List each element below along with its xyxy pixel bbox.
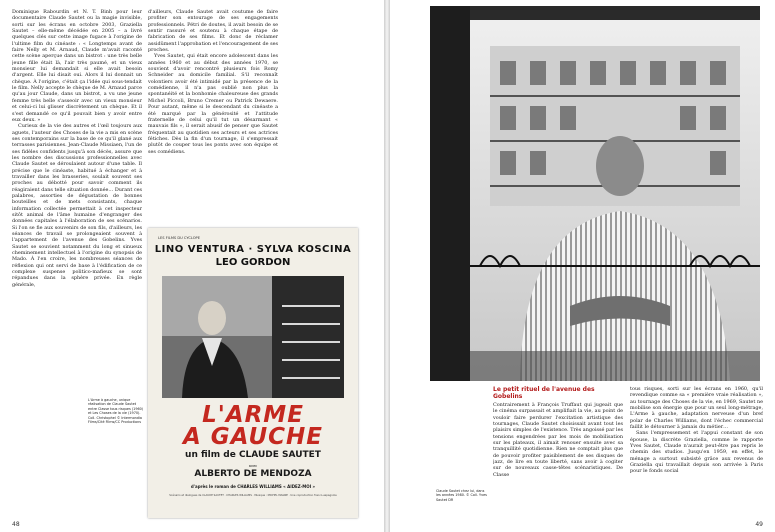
poster-title bbox=[148, 404, 358, 448]
left-col1-para-2: Curieux de la vie des autres et l'œil toujours aux aguets, l'auteur des Choses de la vie a mis en scène ses contemporains sur la base de ce qu'il glané aux terrasses parisiennes. Jean-Claude Missiaen, l'un de ses fidèles confidents jusqu'à son décès, assure que les nombre des discussions professionnelles avec Claude Sautet se déroulaient autour d'une table. Il précise que le cinéaste, habitué à échanger et à travailler dans les brasseries, soulait souvent ses proches au débotté pour savoir comment ils réagiraient dans telle situation donnée… Durant ces palabres, assorties de dégustation de bonnes bouteilles et de mets consistants, chaque information collectée permettait à cet inspecteur sitôt animal de l'âme humaine d'engranger des données capitales à l'élaboration de ses scénarios. Si l'on se fie aux souvenirs de son fils, d'ailleurs, les séances de travail se prolongeaient souvent à l'appartement de l'avenue des Gobelins. Yves Sautet se souvient notamment du long et sinueux cheminement intellectuel à l'origine du synopsis de Mado. À l'en croire, les nombreuses séances de réflexion qui ont servi de base à l'édification de ce complexe suspense politico-mafieux se sont répandues dans la sphère privée. En règle générale, bbox=[12, 123, 142, 288]
right-col1-para-1: Contrairement à François Truffaut qui jugeait que le cinéma surpassait et amplifiait la vie, au point de vouloir faire perdurer l'excitation artistique des tournages, Claude Sautet choisissait avant tout les plaisirs simples de l'existence. Très angoissé par les tensions engendrées par les mois de mobilisation sur les plateaux, il aimait renouer ensuite avec sa tranquillité quotidienne. Rien ne comptait plus que de pouvoir profiter paisiblement de ses disques de jazz, de lire en toute liberté, sans avoir à cogiter sur de nouveaux casse-têtes scénaristiques. De Classe bbox=[493, 402, 623, 478]
poster-stars: LINO VENTURA · SYLVA KOSCINA bbox=[154, 244, 352, 255]
left-col2-para-2: Yves Sautet, qui était encore adolescent dans les années 1960 et au début des années 1970, se souvient d'avoir rencontré plusieurs fois Romy Schneider au domicile familial. S'il reconnaît volontiers avoir été intimidé par la présence de la comédienne, il n'a pas oublié non plus la spontanéité et la bonhomie chaleureuse des grands Michel Piccoli, Bruno Cremer ou Patrick Dewaere. Pour autant, même si le descendant du cinéaste a été marqué par la générosité et l'attitude fraternelle de celui qu'il tut un désarmant « mauvais fils », il serait abusif de penser que Sautet fréquentait au quotidien ses acteurs et ses actrices fétiches. Dès la fin d'un tournage, il s'empressait plutôt de couper tous les ponts avec son équipe et ses comédiens. bbox=[148, 53, 278, 155]
sautet-photo bbox=[430, 6, 760, 381]
film-poster bbox=[148, 228, 358, 518]
poster-top-credit: LES FILMS DU CYCLOPE bbox=[158, 236, 200, 240]
poster-third-star: LEO GORDON bbox=[215, 257, 291, 268]
left-page bbox=[0, 0, 384, 532]
left-column-1 bbox=[12, 9, 142, 394]
poster-avec: avec bbox=[248, 464, 258, 468]
left-col1-para-1: Dominique Rabourdin et N. T. Binh pour leur documentaire Claude Sautet ou la magie invisible, sorti sur les écrans en octobre 2003, Graziella Sautet – elle-même décédée en 2005 – a livré quelques clés sur cette image fugace à l'origine de l'ultime film du cinéaste : « Longtemps avant de faire Nelly et M. Arnaud, Claude m'avait raconté cette scène aperçue dans un bistrot : une très belle jeune fille était là, l'air très paumé, et un vieux monsieur lui demandait si elle avait besoin d'argent. Elle lui disait oui. Alors il lui donnait un chèque. À l'origine, c'était ça l'idée qui sous-tendait le film. Nelly accepte le chèque de M. Arnaud parce qu'au jour Claude, dans un bistrot, a vu une jeune femme très belle s'asseoir avec un vieux monsieur et celui-ci lui glisser discrètement un chèque. Et il s'est demandé ce qu'il pouvait bien y avoir entre eux deux. » bbox=[12, 9, 142, 123]
left-column-2 bbox=[148, 9, 278, 221]
right-col2-para-2: Sans l'empressement et l'appui constant de son épouse, la discrète Graziella, comme le rapporte Yves Sautet, Claude n'aurait peut-être pas repris le chemin des studios. Jusqu'en 1959, en effet, le ménage a surtout subsisté grâce aux revenus de Graziella qui travaillait depuis son arrivée à Paris pour le fonds social bbox=[630, 430, 763, 475]
poster-title-line-2: A GAUCHE bbox=[183, 424, 323, 450]
right-column-2 bbox=[630, 386, 763, 518]
poster-photo-art bbox=[162, 276, 344, 398]
poster-photo bbox=[162, 276, 344, 398]
right-col2-para-1: tous risques, sorti sur les écrans en 1960, qu'il revendique comme sa « première vraie réalisation », au tournage des Choses de la vie, en 1969, Sautet ne mobilise son énergie que pour un seul long-métrage, L'Arme à gauche, adaptation nerveuse d'un bref polar de Charles Williams, dont l'échec commercial faillit le détourner à jamais du métier… bbox=[630, 386, 763, 431]
poster-title-line-1: L'ARME bbox=[202, 402, 304, 428]
page-number-right: 49 bbox=[755, 521, 763, 528]
right-column-1 bbox=[493, 402, 623, 518]
left-col2-para-1: d'ailleurs, Claude Sautet avait coutume de faire profiter son entourage de ses engagements professionnels. Pétri de doutes, il avait besoin de se sentir rassuré et soutenu à chaque étape de fabrication de ses films. Et donc de réclamer assidûment l'approbation et l'encouragement de ses proches. bbox=[148, 9, 278, 54]
poster-caption: L'Arme à gauche, unique réalisation de Claude Sautet entre Classe tous risques (1960) et Les Choses de la vie (1970). Coll. Christophel © Intermondia Films/Cité Films/CC Productions bbox=[88, 398, 144, 425]
poster-costar: ALBERTO DE MENDOZA bbox=[194, 469, 312, 479]
poster-novel-credit: d'après le roman de CHARLES WILLIAMS « AIDEZ-MOI » bbox=[190, 484, 316, 489]
sautet-photo-art bbox=[430, 6, 760, 381]
page-number-left: 48 bbox=[12, 521, 20, 528]
poster-director: un film de CLAUDE SAUTET bbox=[185, 450, 321, 460]
section-subhead: Le petit rituel de l'avenue des Gobelins bbox=[493, 386, 595, 400]
poster-credits: Scénario et dialogues de CLAUDE SAUTET · CHARLES WILLIAMS · Musique : MICHEL MAGNE · Une coproduction franco-espagnole bbox=[169, 494, 337, 497]
sautet-photo-caption: Claude Sautet chez lui, dans les années 1980. © Coll. Yves Sautet DR bbox=[436, 489, 487, 502]
right-page bbox=[390, 0, 775, 532]
